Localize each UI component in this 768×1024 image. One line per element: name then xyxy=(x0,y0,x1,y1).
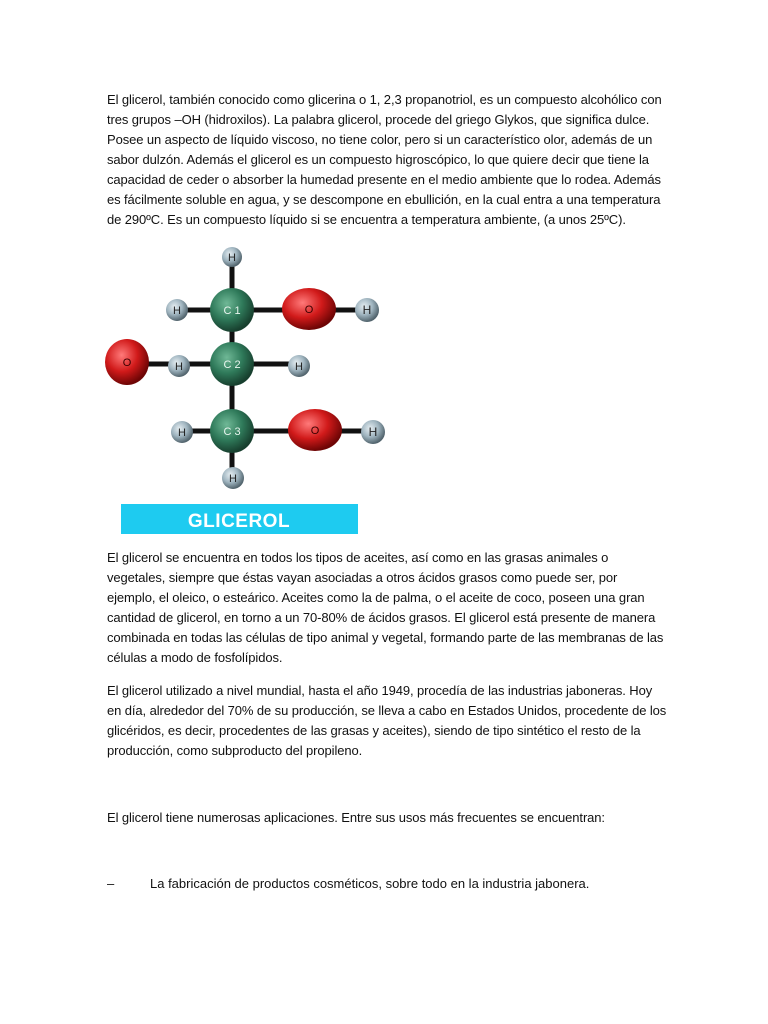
hydrogen-atom xyxy=(222,247,242,267)
oxygen-atom xyxy=(105,339,149,385)
carbon-atom-c3 xyxy=(210,409,254,453)
carbon-atom-c2 xyxy=(210,342,254,386)
hydrogen-atom xyxy=(166,299,188,321)
oxygen-atom xyxy=(282,288,336,330)
svg-text:H: H xyxy=(229,473,237,485)
paragraph-sources: El glicerol se encuentra en todos los tipos de aceites, así como en las grasas animales o vegetales, siempre que éstas vayan asociadas a otros ácidos grasos como puede ser, por ejemplo, el oleico, o esteárico. Aceites como la de palma, o el aceite de coco, poseen una gran cantidad de glicerol, en torno a un 70-80% de ácidos grasos. El glicerol está presente de manera combinada en todas las células de tipo animal y vegetal, formando parte de las membranas de las células a modo de fosfolípidos. xyxy=(107,550,664,665)
svg-text:H: H xyxy=(178,427,186,439)
hydrogen-atom xyxy=(168,355,190,377)
svg-text:O: O xyxy=(304,304,314,316)
paragraph-production: El glicerol utilizado a nivel mundial, hasta el año 1949, procedía de las industrias jaboneras. Hoy en día, alrededor del 70% de su producción, se lleva a cabo en Estados Unidos, procedente de los glicéridos, es decir, procedentes de las grasas y aceites), siendo de tipo sintético el resto de la producción, como subproducto del propileno. xyxy=(107,683,667,758)
svg-text:H: H xyxy=(228,252,236,264)
hydrogen-atom xyxy=(171,421,193,443)
hydrogen-atom xyxy=(355,298,379,322)
oxygen-atom xyxy=(288,409,342,451)
svg-text:H: H xyxy=(362,303,372,317)
paragraph-intro: El glicerol, también conocido como glicerina o 1, 2,3 propanotriol, es un compuesto alcohólico con tres grupos –OH (hidroxilos). La palabra glicerol, procede del griego Glykos, que significa dulce. Posee un aspecto de líquido viscoso, no tiene color, pero si un característico olor, además de un sabor dulzón. Además el glicerol es un compuesto higroscópico, lo que quiere decir que tiene la capacidad de ceder o absorber la humedad presente en el medio ambiente que lo rodea. Además es fácilmente soluble en agua, y se descompone en ebullición, en la cual entra a una temperatura de 290ºC. Es un compuesto líquido si se encuentra a temperatura ambiente, (a unos 25ºC). xyxy=(107,92,662,227)
svg-text:C 3: C 3 xyxy=(223,426,241,438)
figure-banner xyxy=(121,504,358,534)
svg-text:C 1: C 1 xyxy=(223,305,241,317)
hydrogen-atom xyxy=(222,467,244,489)
svg-text:O: O xyxy=(310,425,320,437)
hydrogen-atom xyxy=(361,420,385,444)
carbon-atom-c1 xyxy=(210,288,254,332)
hydrogen-atom xyxy=(288,355,310,377)
svg-text:H: H xyxy=(175,361,183,373)
molecule-diagram xyxy=(103,240,393,540)
svg-text:C 2: C 2 xyxy=(223,359,241,371)
bullet-text: La fabricación de productos cosméticos, sobre todo en la industria jabonera. xyxy=(150,876,590,891)
svg-text:O: O xyxy=(122,357,132,369)
svg-text:H: H xyxy=(368,425,378,439)
paragraph-applications: El glicerol tiene numerosas aplicaciones. Entre sus usos más frecuentes se encuentran: xyxy=(107,810,605,825)
svg-text:H: H xyxy=(295,361,303,373)
glycerol-molecule-figure xyxy=(103,240,393,540)
figure-banner-label: GLICEROL xyxy=(187,511,291,532)
svg-text:H: H xyxy=(173,305,181,317)
bullet-dash: – xyxy=(107,876,115,891)
